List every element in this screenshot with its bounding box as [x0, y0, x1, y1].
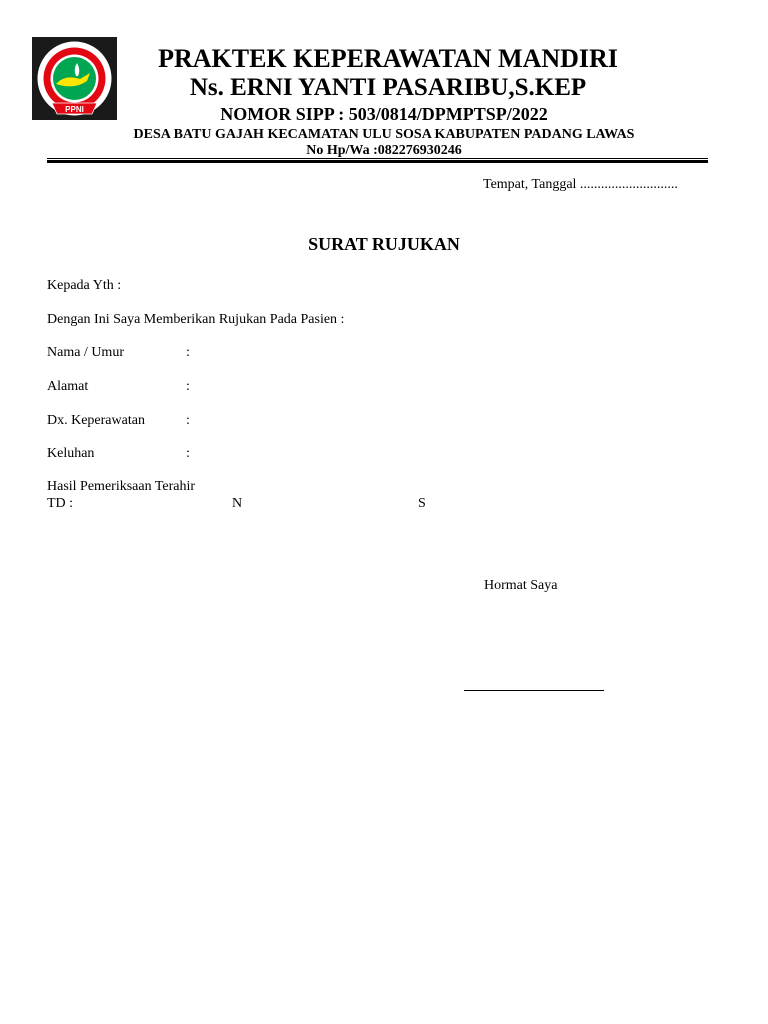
header-thin-rule — [47, 158, 708, 159]
exam-heading: Hasil Pemeriksaan Terahir — [47, 479, 196, 494]
field-label-nursing-diagnosis: Dx. Keperawatan — [47, 413, 145, 428]
letter-title: SURAT RUJUKAN — [308, 234, 460, 254]
field-colon: : — [186, 345, 190, 360]
logo-banner-text: PPNI — [65, 105, 84, 114]
field-colon: : — [186, 446, 190, 461]
field-label-name-age: Nama / Umur — [47, 345, 124, 360]
recipient-line: Kepada Yth : — [47, 278, 122, 293]
exam-td-label: TD : — [47, 496, 74, 511]
address-line: DESA BATU GAJAH KECAMATAN ULU SOSA KABUPATEN PADANG LAWAS — [133, 127, 635, 142]
field-colon: : — [186, 379, 190, 394]
field-label-complaint: Keluhan — [47, 446, 95, 461]
nurse-name: Ns. ERNI YANTI PASARIBU,S.KEP — [189, 74, 587, 101]
exam-n-label: N — [232, 496, 243, 511]
intro-line: Dengan Ini Saya Memberikan Rujukan Pada Pasien : — [47, 312, 345, 327]
closing-text: Hormat Saya — [484, 578, 558, 593]
exam-s-label: S — [418, 496, 426, 511]
field-label-address: Alamat — [47, 379, 89, 394]
phone-line: No Hp/Wa :082276930246 — [306, 143, 462, 158]
field-colon: : — [186, 413, 190, 428]
signature-line — [464, 690, 604, 691]
place-date: Tempat, Tanggal ............................ — [483, 177, 678, 192]
header-thick-rule — [47, 160, 708, 163]
sipp-number: NOMOR SIPP : 503/0814/DPMPTSP/2022 — [220, 104, 548, 124]
practice-name: PRAKTEK KEPERAWATAN MANDIRI — [158, 44, 618, 73]
